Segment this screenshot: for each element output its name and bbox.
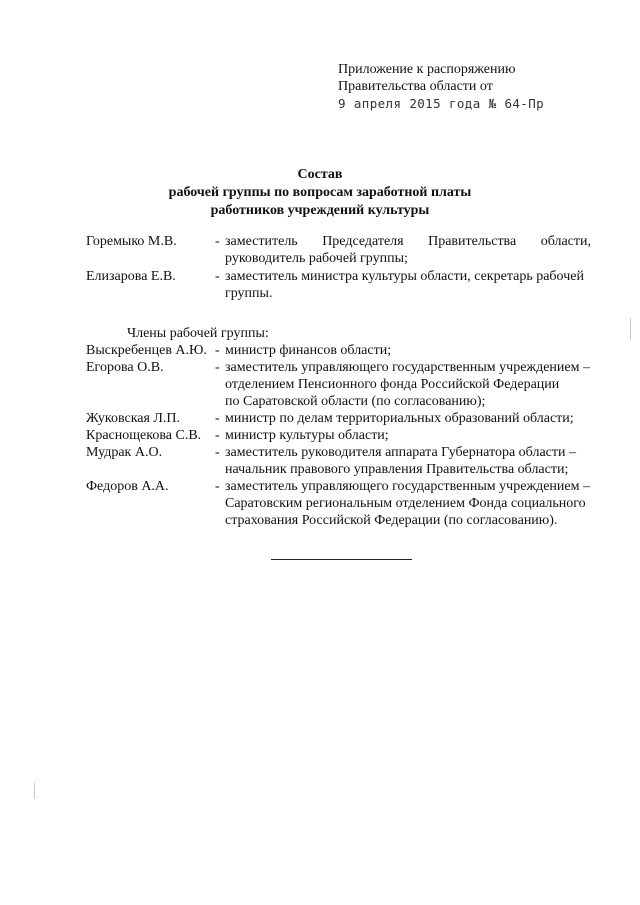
role-line: заместитель управляющего государственным учреждением –: [225, 360, 590, 375]
person-name: Краснощекова С.В.: [86, 428, 202, 443]
person-role: [225, 342, 591, 359]
person-name: Жуковская Л.П.: [86, 411, 181, 426]
person-name: Федоров А.А.: [86, 479, 169, 494]
role-line: заместитель министра культуры области, секретарь рабочей: [225, 269, 584, 284]
dash: -: [215, 360, 220, 375]
person-name: Егорова О.В.: [86, 360, 164, 375]
title-line-2: рабочей группы по вопросам заработной платы: [168, 185, 472, 200]
person-name: Горемыко М.В.: [86, 234, 177, 249]
person-role: [225, 427, 591, 444]
header-line-1: Приложение к распоряжению: [338, 62, 516, 77]
role-word: области,: [540, 234, 591, 249]
person-name: Елизарова Е.В.: [86, 269, 176, 284]
role-line: министр по делам территориальных образований области;: [225, 411, 574, 426]
dash: -: [215, 411, 220, 426]
role-line: отделением Пенсионного фонда Российской Федерации: [225, 377, 560, 392]
members-heading: Члены рабочей группы:: [127, 326, 269, 341]
person-role: [225, 410, 591, 427]
role-line: [225, 233, 591, 250]
role-line: группы.: [225, 286, 273, 301]
role-line: заместитель управляющего государственным учреждением –: [225, 479, 590, 494]
role-line: заместитель руководителя аппарата Губернатора области –: [225, 445, 576, 460]
role-line: страхования Российской Федерации (по согласованию).: [225, 513, 558, 528]
role-line: начальник правового управления Правительства области;: [225, 462, 569, 477]
person-role: [225, 233, 591, 267]
dash: -: [215, 445, 220, 460]
dash: -: [215, 269, 220, 284]
role-word: Правительства: [428, 234, 517, 249]
header-line-2: Правительства области от: [338, 79, 493, 94]
header-date-number: 9 апреля 2015 года № 64-Пр: [338, 96, 545, 111]
person-role: [225, 359, 591, 410]
role-word: заместитель: [225, 234, 298, 249]
person-role: [225, 478, 591, 529]
document-header: [338, 61, 598, 112]
person-name: Мудрак А.О.: [86, 445, 163, 460]
role-line: министр культуры области;: [225, 428, 389, 443]
role-line: Саратовским региональным отделением Фонда социального: [225, 496, 586, 511]
scan-mark: [630, 318, 631, 340]
scan-mark: [34, 783, 35, 799]
dash: -: [215, 234, 220, 249]
dash: -: [215, 428, 220, 443]
person-name: Выскребенцев А.Ю.: [86, 343, 207, 358]
role-line: руководитель рабочей группы;: [225, 251, 408, 266]
closing-separator: [271, 559, 412, 560]
dash: -: [215, 343, 220, 358]
document-title: [0, 166, 640, 220]
role-line: по Саратовской области (по согласованию);: [225, 394, 486, 409]
title-line-3: работников учреждений культуры: [210, 203, 430, 218]
title-line-1: Состав: [297, 167, 343, 182]
person-role: [225, 444, 591, 478]
role-line: министр финансов области;: [225, 343, 392, 358]
person-role: [225, 268, 591, 302]
role-word: Председателя: [322, 234, 404, 249]
dash: -: [215, 479, 220, 494]
